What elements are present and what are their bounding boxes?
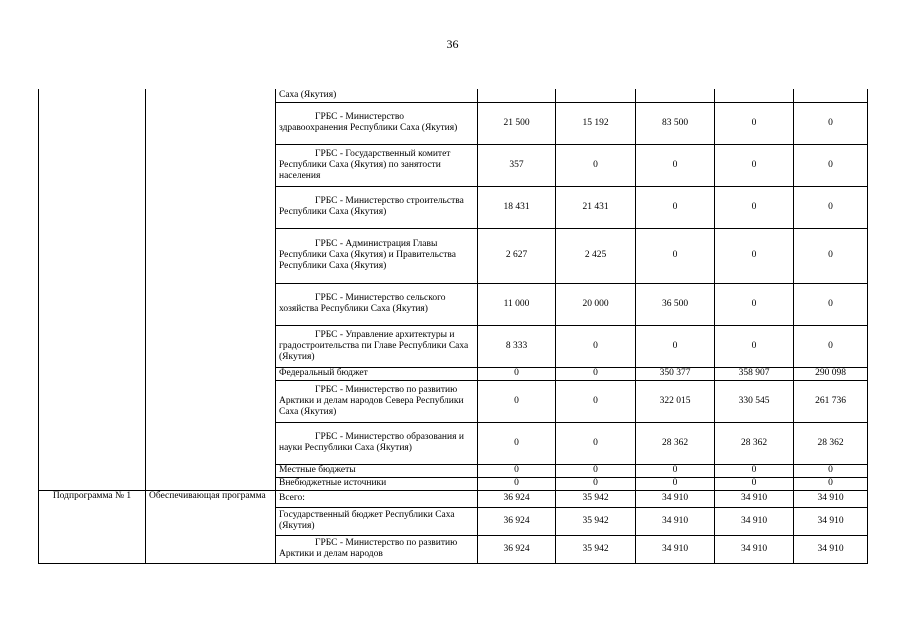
value-cell-3: 34 910 (636, 535, 715, 563)
value-cell-5: 0 (794, 186, 868, 228)
row-label: Местные бюджеты (279, 465, 356, 475)
value-cell-5: 261 736 (794, 380, 868, 422)
value-cell-3: 0 (636, 186, 715, 228)
value-cell-2: 0 (556, 477, 636, 490)
grbs-label-cell (276, 535, 478, 563)
value-cell-2: 0 (556, 422, 636, 464)
value-cell-2 (556, 89, 636, 102)
value-cell-1: 357 (478, 144, 556, 186)
program-name-cell-empty (146, 89, 276, 490)
row-label: ГРБС - Министерство по развитию Арктики и делам народов Севера Республики Саха (Якутия) (279, 384, 464, 417)
row-label: ГРБС - Управление архитектуры и градостроительства пи Главе Республики Саха (Якутия) (279, 329, 469, 362)
value-cell-1: 0 (478, 422, 556, 464)
value-cell-2: 0 (556, 464, 636, 477)
grbs-label-cell (276, 283, 478, 325)
value-cell-3: 350 377 (636, 367, 715, 380)
value-cell-5: 0 (794, 228, 868, 283)
source-label-cell (276, 477, 478, 490)
value-cell-2: 15 192 (556, 102, 636, 144)
value-cell-3: 0 (636, 228, 715, 283)
subprogram-cell-empty (39, 89, 146, 490)
value-cell-2: 20 000 (556, 283, 636, 325)
value-cell-3: 0 (636, 464, 715, 477)
source-label-cell (276, 89, 478, 102)
value-cell-3: 28 362 (636, 422, 715, 464)
value-cell-4: 0 (715, 325, 794, 367)
value-cell-4 (715, 89, 794, 102)
page-number: 36 (446, 37, 459, 51)
value-cell-4: 358 907 (715, 367, 794, 380)
value-cell-2: 2 425 (556, 228, 636, 283)
value-cell-3: 0 (636, 325, 715, 367)
table-row (39, 89, 868, 102)
value-cell-2: 35 942 (556, 535, 636, 563)
value-cell-5 (794, 89, 868, 102)
value-cell-3 (636, 89, 715, 102)
grbs-label-cell (276, 380, 478, 422)
row-label: ГРБС - Министерство здравоохранения Республики Саха (Якутия) (279, 112, 458, 133)
value-cell-2: 0 (556, 367, 636, 380)
value-cell-1: 0 (478, 367, 556, 380)
value-cell-1: 36 924 (478, 490, 556, 507)
value-cell-4: 0 (715, 477, 794, 490)
table-row (39, 490, 868, 507)
value-cell-2: 0 (556, 144, 636, 186)
value-cell-5: 0 (794, 477, 868, 490)
row-label: Государственный бюджет Республики Саха (Якутия) (279, 510, 455, 531)
grbs-label-cell (276, 186, 478, 228)
value-cell-3: 0 (636, 477, 715, 490)
value-cell-5: 34 910 (794, 507, 868, 535)
value-cell-5: 34 910 (794, 535, 868, 563)
value-cell-5: 0 (794, 144, 868, 186)
subprogram-number-cell: Подпрограмма № 1 (39, 490, 146, 563)
row-label: ГРБС - Министерство строительства Республики Саха (Якутия) (279, 196, 464, 217)
row-label: Саха (Якутия) (279, 89, 337, 100)
value-cell-2: 0 (556, 325, 636, 367)
source-label-cell (276, 464, 478, 477)
value-cell-5: 0 (794, 464, 868, 477)
grbs-label-cell (276, 422, 478, 464)
value-cell-3: 0 (636, 144, 715, 186)
row-label: ГРБС - Государственный комитет Республики Саха (Якутия) по занятости населения (279, 148, 451, 181)
value-cell-5: 28 362 (794, 422, 868, 464)
row-label: Внебюджетные источники (279, 478, 387, 488)
value-cell-4: 0 (715, 228, 794, 283)
value-cell-1: 0 (478, 477, 556, 490)
row-label: ГРБС - Администрация Главы Республики Саха (Якутия) и Правительства Республики Саха (Якутия) (279, 239, 456, 271)
value-cell-4: 34 910 (715, 507, 794, 535)
value-cell-1: 21 500 (478, 102, 556, 144)
value-cell-2: 21 431 (556, 186, 636, 228)
row-label: ГРБС - Министерство образования и науки Республики Саха (Якутия) (279, 432, 464, 453)
value-cell-3: 83 500 (636, 102, 715, 144)
value-cell-4: 0 (715, 283, 794, 325)
value-cell-4: 0 (715, 102, 794, 144)
value-cell-2: 35 942 (556, 507, 636, 535)
value-cell-2: 0 (556, 380, 636, 422)
value-cell-3: 322 015 (636, 380, 715, 422)
value-cell-5: 0 (794, 325, 868, 367)
value-cell-2: 35 942 (556, 490, 636, 507)
source-label-cell (276, 367, 478, 380)
value-cell-3: 34 910 (636, 507, 715, 535)
value-cell-5: 290 098 (794, 367, 868, 380)
subprogram-name-cell: Обеспечивающая программа (146, 490, 276, 563)
value-cell-4: 0 (715, 464, 794, 477)
value-cell-1: 36 924 (478, 507, 556, 535)
grbs-label-cell (276, 102, 478, 144)
value-cell-1: 36 924 (478, 535, 556, 563)
grbs-label-cell (276, 228, 478, 283)
value-cell-3: 36 500 (636, 283, 715, 325)
row-label: Всего: (279, 493, 305, 503)
budget-table (38, 89, 868, 564)
value-cell-1: 8 333 (478, 325, 556, 367)
value-cell-4: 330 545 (715, 380, 794, 422)
value-cell-4: 0 (715, 144, 794, 186)
value-cell-4: 0 (715, 186, 794, 228)
value-cell-1: 0 (478, 464, 556, 477)
value-cell-1: 18 431 (478, 186, 556, 228)
row-label: ГРБС - Министерство сельского хозяйства Республики Саха (Якутия) (279, 293, 446, 314)
value-cell-5: 34 910 (794, 490, 868, 507)
source-label-cell (276, 490, 478, 507)
value-cell-4: 28 362 (715, 422, 794, 464)
grbs-label-cell (276, 325, 478, 367)
grbs-label-cell (276, 144, 478, 186)
value-cell-1: 11 000 (478, 283, 556, 325)
value-cell-5: 0 (794, 102, 868, 144)
row-label: Федеральный бюджет (279, 368, 368, 378)
value-cell-1 (478, 89, 556, 102)
value-cell-4: 34 910 (715, 535, 794, 563)
value-cell-5: 0 (794, 283, 868, 325)
value-cell-1: 2 627 (478, 228, 556, 283)
value-cell-4: 34 910 (715, 490, 794, 507)
row-label: ГРБС - Министерство по развитию Арктики и делам народов (279, 538, 458, 559)
value-cell-1: 0 (478, 380, 556, 422)
value-cell-3: 34 910 (636, 490, 715, 507)
source-label-cell (276, 507, 478, 535)
